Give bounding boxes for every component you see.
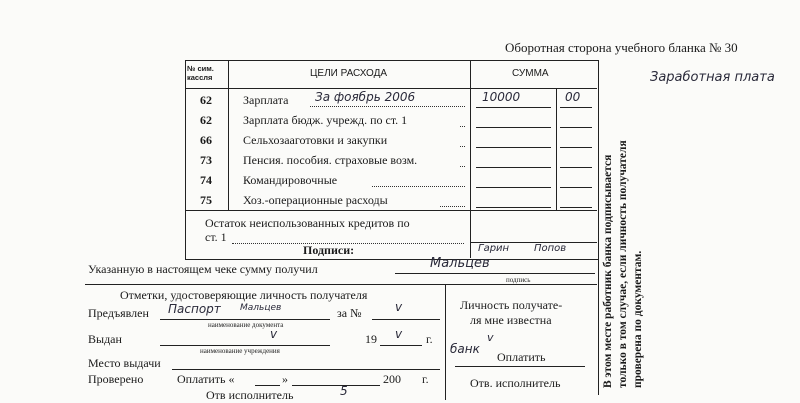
row-label: Сельхозааготовки и закупки — [243, 133, 388, 147]
signature-1: Гарин — [478, 243, 510, 254]
pay-year: 200 — [383, 372, 401, 386]
signature-2: Попов — [534, 243, 567, 254]
pay-mid: » — [282, 372, 288, 386]
receipt-caption: подпись — [506, 276, 531, 284]
vertical-note-2: только в том случае, если личность получателя — [617, 140, 629, 388]
remainder-line1: Остаток неиспользованных кредитов по — [205, 216, 410, 230]
identity-title: Отметки, удостоверяющие личность получателя — [120, 288, 368, 302]
presented-hand: Паспорт — [168, 302, 221, 316]
row-code: 73 — [200, 153, 212, 167]
responsible-hand: 5 — [340, 384, 348, 398]
series-label: за № — [337, 306, 362, 320]
receipt-text: Указанную в настоящем чеке сумму получил — [88, 262, 318, 276]
checked-label: Проверено — [88, 372, 144, 386]
issued-caption: наименование учреждения — [200, 347, 280, 355]
pay-suffix: г. — [422, 372, 429, 386]
presented-caption: наименование документа — [208, 321, 284, 329]
page-header: Оборотная сторона учебного бланка № 30 — [505, 40, 738, 55]
receipt-signature: Мальцев — [430, 256, 490, 271]
row-code: 75 — [200, 193, 212, 207]
year-suffix: г. — [426, 332, 433, 346]
header-purpose: ЦЕЛИ РАСХОДА — [310, 68, 388, 79]
remainder-line2: ст. 1 — [205, 230, 227, 244]
row-code: 62 — [200, 113, 212, 127]
pay-label: Оплатить « — [177, 372, 235, 386]
row-code: 74 — [200, 173, 212, 187]
known-line2: ля мне известна — [470, 313, 552, 327]
header-amount: СУММА — [512, 68, 549, 79]
known-line1: Личность получате- — [460, 298, 563, 312]
row-code: 62 — [200, 93, 212, 107]
row-code: 66 — [200, 133, 212, 147]
vertical-note-1: В этом месте работник банка подписывается — [602, 154, 614, 388]
vertical-note-3: проверена по документам. — [632, 250, 644, 388]
row-label: Пенсия. пособия. страховые возм. — [243, 153, 418, 167]
place-label: Место выдачи — [88, 356, 161, 370]
series-hand: v — [395, 300, 403, 314]
side-note: Заработная плата — [650, 70, 775, 85]
row-amount: 10000 — [482, 90, 521, 104]
year-hand: v — [395, 327, 403, 341]
issued-label: Выдан — [88, 332, 122, 346]
row-label: Командировочные — [243, 173, 338, 187]
known-bank: банк — [450, 342, 480, 356]
known-check: v — [487, 331, 494, 344]
year-prefix: 19 — [365, 332, 377, 346]
row-fill: За фоябрь 2006 — [315, 90, 416, 104]
known-pay: Оплатить — [497, 350, 546, 364]
row-label: Хоз.-операционные расходы — [243, 193, 388, 207]
known-responsible: Отв. исполнитель — [470, 376, 561, 390]
row-amount-cents: 00 — [565, 90, 581, 104]
header-code: № сим. кассля — [187, 64, 214, 82]
signatures-label: Подписи: — [303, 243, 355, 257]
presented-hand2: Мальцев — [240, 303, 282, 313]
responsible-label: Отв исполнитель — [206, 388, 294, 402]
presented-label: Предъявлен — [88, 306, 149, 320]
row-label: Зарплата — [243, 93, 289, 107]
row-label: Зарплата бюдж. учрежд. по ст. 1 — [243, 113, 408, 127]
issued-hand: v — [270, 327, 278, 341]
